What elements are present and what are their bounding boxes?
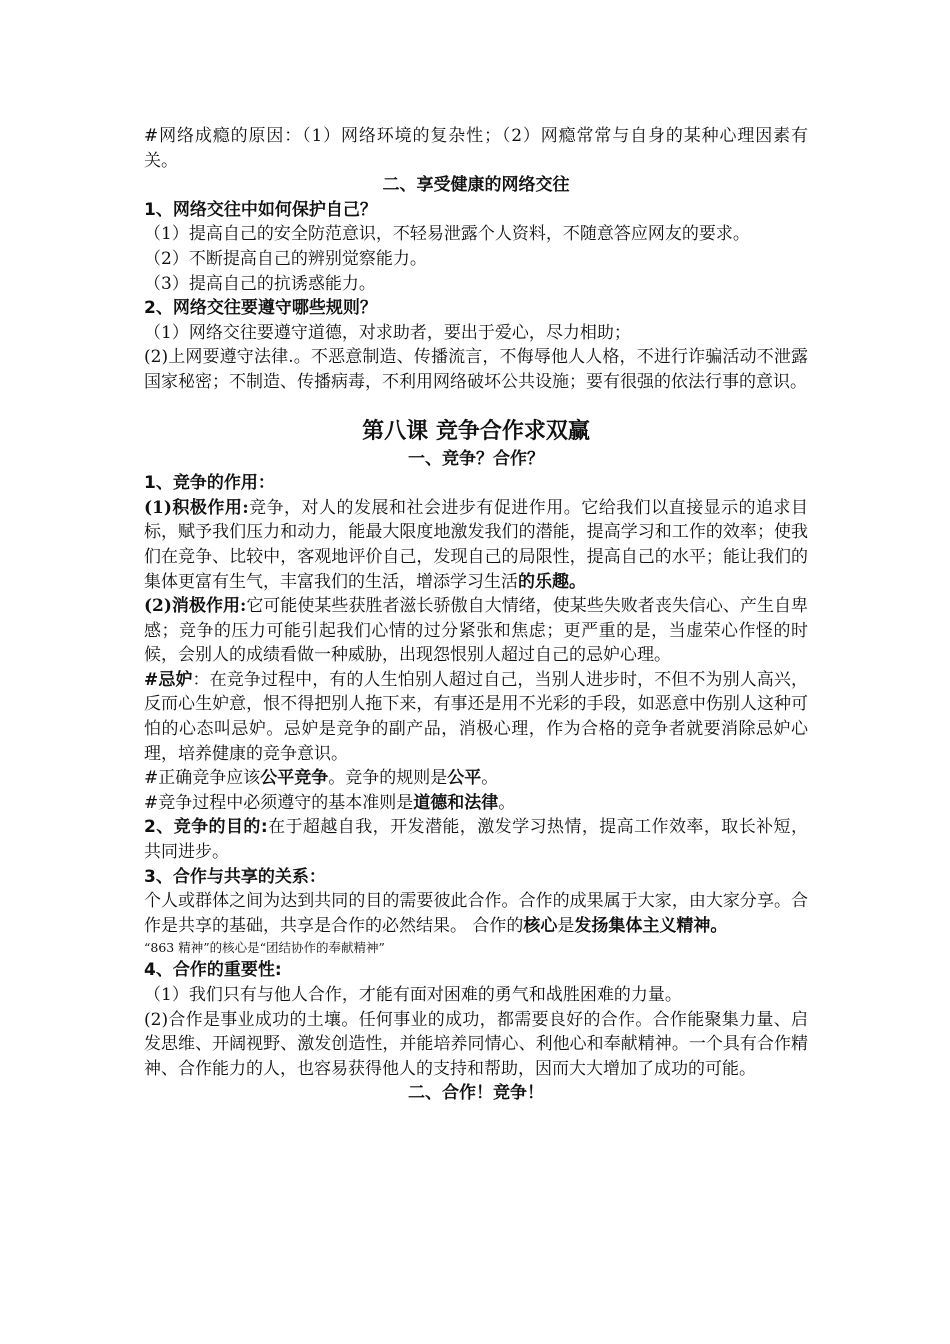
text-positive-end: 的乐趣。 — [518, 571, 586, 592]
paragraph-cooperation-sharing — [144, 889, 808, 938]
label-negative: (2)消极作用: — [144, 596, 247, 617]
paragraph-negative-effect — [144, 594, 808, 668]
text-fair-pre: #正确竞争应该 — [144, 768, 261, 789]
text-rule-pre: #竞争过程中必须遵守的基本准则是 — [144, 792, 414, 813]
label-purpose: 2、竞争的目的: — [144, 817, 268, 838]
answer-item: （1）我们只有与他人合作，才能有面对困难的勇气和战胜困难的力量。 — [144, 985, 682, 1005]
text-fair-bold1: 公平竞争 — [260, 768, 329, 789]
lesson-title: 第八课 竞争合作求双赢 — [362, 418, 590, 444]
question-protect-self: 1、网络交往中如何保护自己？ — [144, 199, 377, 220]
document-body — [144, 124, 808, 1106]
text-fair-end: 。 — [481, 768, 499, 789]
text-purpose: 在于超越自我，开发潜能，激发学习热情，提高工作效率，取长补短，共同进步。 — [144, 817, 808, 863]
paragraph-jealousy — [144, 668, 808, 766]
paragraph-competition-purpose — [144, 815, 808, 864]
answer-item: (2)合作是事业成功的土壤。任何事业的成功，都需要良好的合作。合作能聚集力量、启发思维、开阔视野、激发创造性，并能培养同情心、利他心和奉献精神。一个具有合作精神、合作能力的人，也容易获得他人的支持和帮助，因而大大增加了成功的可能。 — [144, 1009, 808, 1079]
text-coop-share: 个人或群体之间为达到共同的目的需要彼此合作。合作的成果属于大家，由大家分享。合作是共享的基础，共享是合作的必然结果。 合作的 — [144, 891, 808, 936]
text-negative: 它可能使某些获胜者滋长骄傲自大情绪，使某些失败者丧失信心、产生自卑感；竞争的压力可能引起我们心情的过分紧张和焦虑；更严重的是，当虚荣心作怪的时候，会别人的成绩看做一种威胁，出现怨恨别人超过自己的忌妒心理。 — [144, 596, 808, 666]
text-coop-core: 核心 — [523, 915, 558, 936]
heading-cooperation-sharing: 3、合作与共享的关系： — [144, 866, 326, 887]
answer-item: (2)上网要遵守法律.。不恶意制造、传播流言，不侮辱他人人格，不进行诈骗活动不泄露国家秘密；不制造、传播病毒，不利用网络破坏公共设施；要有很强的依法行事的意识。 — [144, 347, 808, 392]
paragraph-addiction-causes: #网络成瘾的原因：（1）网络环境的复杂性；（2）网瘾常常与自身的某种心理因素有关。 — [144, 126, 808, 171]
text-coop-spirit: 发扬集体主义精神。 — [574, 915, 728, 936]
text-positive: 竞争，对人的发展和社会进步有促进作用。它给我们以直接显示的追求目标，赋予我们压力和动力，能最大限度地激发我们的潜能，提高学习和工作的效率；使我们在竞争、比较中，客观地评价自己，发现自己的局限性，提高自己的水平；能让我们的集体更富有生气，丰富我们的生活，增添学习生活 — [144, 497, 808, 592]
heading-competition-role: 1、竞争的作用： — [144, 473, 275, 494]
paragraph-basic-rules — [144, 791, 808, 816]
answer-item: （2）不断提高自己的辨别觉察能力。 — [144, 248, 427, 269]
answer-item: （1）提高自己的安全防范意识，不轻易泄露个人资料，不随意答应网友的要求。 — [144, 224, 750, 245]
paragraph-fair-competition — [144, 766, 808, 791]
section-title-cooperate-compete: 二、合作！竞争！ — [408, 1083, 544, 1104]
text-jealousy: ：在竞争过程中，有的人生怕别人超过自己，当别人进步时，不但不为别人高兴，反而心生妒意，恨不得把别人拖下来，有事还是用不光彩的手段，如恶意中伤别人这种可怕的心态叫忌妒。忌妒是竞争的副产品，消极心理，作为合格的竞争者就要消除忌妒心理，培养健康的竞争意识。 — [144, 669, 808, 764]
text-rule-bold: 道德和法律 — [413, 792, 499, 813]
label-jealousy: #忌妒 — [144, 669, 193, 690]
text-rule-end: 。 — [498, 792, 516, 813]
section-title-healthy-online: 二、享受健康的网络交往 — [382, 175, 570, 196]
note-863-spirit: “863 精神”的核心是“团结协作的奉献精神” — [144, 940, 385, 956]
heading-cooperation-importance: 4、合作的重要性: — [144, 960, 282, 981]
paragraph-positive-effect — [144, 496, 808, 594]
answer-item: （3）提高自己的抗诱惑能力。 — [144, 273, 376, 294]
answer-item: （1）网络交往要遵守道德，对求助者，要出于爱心，尽力相助； — [144, 322, 631, 343]
label-positive: (1)积极作用: — [144, 497, 249, 518]
text-fair-mid: 。竞争的规则是 — [328, 768, 448, 789]
text-coop-mid: 是 — [557, 915, 575, 936]
text-fair-bold2: 公平 — [447, 768, 482, 789]
question-online-rules: 2、网络交往要遵守哪些规则？ — [144, 298, 377, 319]
section-title-compete-cooperate: 一、竞争？合作？ — [408, 448, 544, 469]
